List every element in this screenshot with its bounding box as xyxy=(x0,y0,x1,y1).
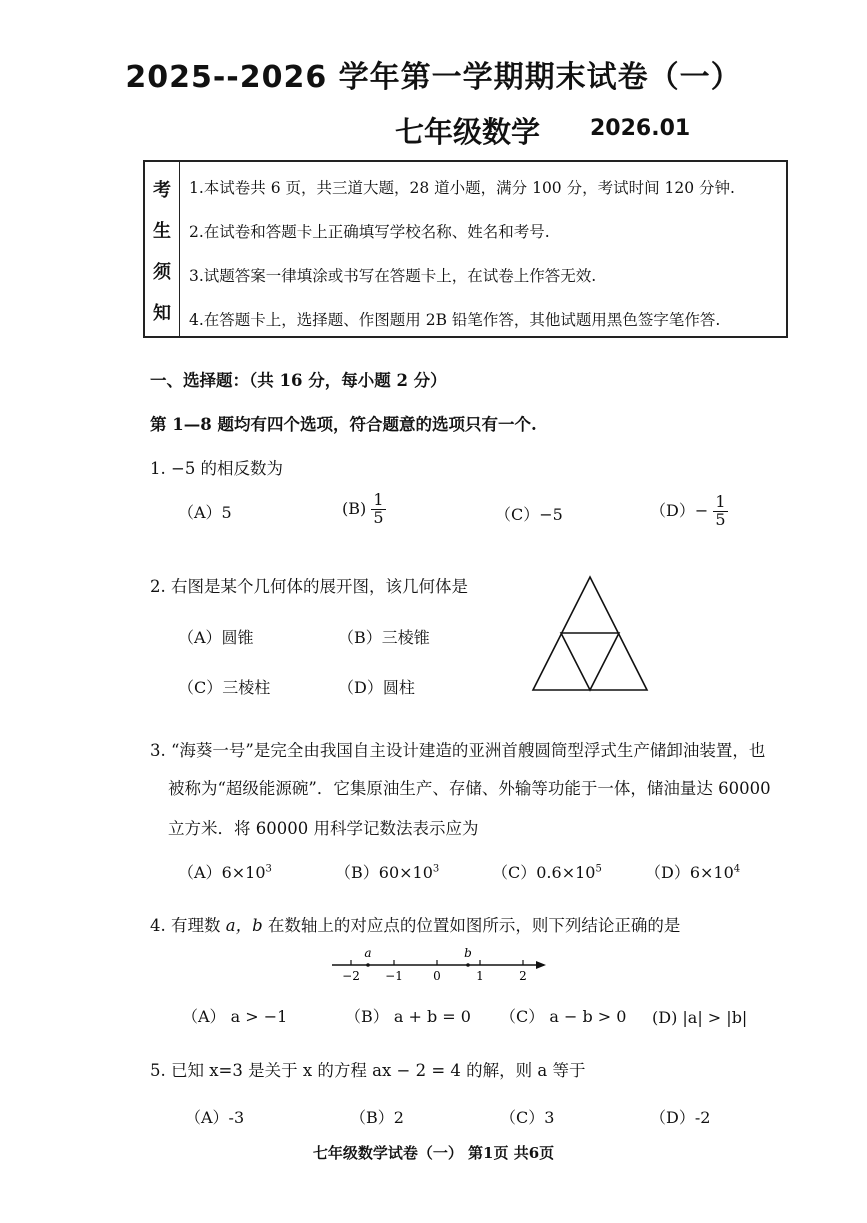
question-3-line: 被称为“超级能源碗”．它集原油生产、存储、外输等功能于一体，储油量达 60000 xyxy=(168,779,771,798)
q1-option-d xyxy=(650,494,728,529)
tick-label: −1 xyxy=(385,969,403,983)
q5-option-d: （D）-2 xyxy=(650,1108,711,1127)
notice-item: 4.在答题卡上，选择题、作图题用 2B 铅笔作答，其他试题用黑色签字笔作答. xyxy=(189,311,721,329)
q1-option-b-fraction xyxy=(371,492,385,527)
tick-label: 0 xyxy=(433,969,441,983)
option-base: 0.6×10 xyxy=(536,863,596,882)
q5-option-a: （A）-3 xyxy=(185,1108,245,1127)
notice-label-char: 考 xyxy=(153,180,171,201)
point-a xyxy=(366,963,370,967)
number-line-figure xyxy=(328,945,552,985)
tick-label: 2 xyxy=(519,969,527,983)
q3-option-b xyxy=(335,860,439,883)
point-b-label: b xyxy=(464,946,472,960)
notice-label xyxy=(145,162,180,336)
option-base: 6×10 xyxy=(689,863,734,882)
q3-option-a xyxy=(178,860,272,883)
question-2-stem: 2. 右图是某个几何体的展开图，该几何体是 xyxy=(150,577,468,596)
q1-option-d-fraction xyxy=(713,494,727,529)
option-exponent: 5 xyxy=(595,863,602,875)
section-instruction: 第 1—8 题均有四个选项，符合题意的选项只有一个. xyxy=(150,415,537,434)
notice-item: 3.试题答案一律填涂或书写在答题卡上，在试卷上作答无效. xyxy=(189,267,597,285)
tick-label: 1 xyxy=(476,969,484,983)
q1-option-d-label: （D）− xyxy=(650,500,709,520)
q4-option-c: （C） a − b > 0 xyxy=(500,1007,627,1026)
option-exponent: 3 xyxy=(265,863,272,875)
denominator: 5 xyxy=(373,507,384,527)
q4-option-a: （A） a > −1 xyxy=(182,1007,288,1026)
q3-option-d xyxy=(645,860,740,883)
point-b xyxy=(466,963,470,967)
q2-option-a: （A）圆锥 xyxy=(178,628,254,647)
q1-option-c: （C）−5 xyxy=(495,505,563,524)
q3-option-c xyxy=(492,860,602,883)
q4-option-b: （B） a + b = 0 xyxy=(345,1007,471,1026)
point-a-label: a xyxy=(364,946,372,960)
q2-option-b: （B）三棱锥 xyxy=(338,628,430,647)
option-label: （C） xyxy=(492,863,537,882)
option-label: （D） xyxy=(645,863,690,882)
q2-option-c: （C）三棱柱 xyxy=(178,678,271,697)
question-4-stem xyxy=(150,912,680,936)
q2-option-d: （D）圆柱 xyxy=(338,678,415,697)
notice-item: 2.在试卷和答题卡上正确填写学校名称、姓名和考号. xyxy=(189,223,550,241)
question-3-line: 立方米．将 60000 用科学记数法表示应为 xyxy=(168,819,479,838)
option-label: （B） xyxy=(335,863,379,882)
arrow-icon xyxy=(536,961,546,969)
notice-box xyxy=(143,160,788,338)
numerator: 1 xyxy=(715,492,726,511)
notice-item: 1.本试卷共 6 页，共三道大题，28 道小题，满分 100 分，考试时间 120 分钟. xyxy=(189,179,735,197)
q1-option-a: （A）5 xyxy=(178,503,232,522)
option-base: 60×10 xyxy=(378,863,433,882)
subject-title: 七年级数学 xyxy=(395,115,541,149)
q5-option-b: （B）2 xyxy=(350,1108,404,1127)
stem-text: 在数轴上的对应点的位置如图所示，则下列结论正确的是 xyxy=(262,916,681,935)
q5-option-c: （C）3 xyxy=(500,1108,555,1127)
denominator: 5 xyxy=(715,509,726,529)
option-exponent: 3 xyxy=(432,863,440,875)
notice-label-char: 知 xyxy=(153,303,171,324)
question-5-stem: 5. 已知 x=3 是关于 x 的方程 ax − 2 = 4 的解，则 a 等于 xyxy=(150,1061,586,1080)
option-base: 6×10 xyxy=(221,863,266,882)
option-label: （A） xyxy=(178,863,222,882)
question-3-line: 3. “海葵一号”是完全由我国自主设计建造的亚洲首艘圆筒型浮式生产储卸油装置，也 xyxy=(150,741,766,760)
section-heading: 一、选择题：（共 16 分，每小题 2 分） xyxy=(150,371,447,390)
option-exponent: 4 xyxy=(733,863,741,875)
q1-option-b-label: (B) xyxy=(342,498,367,518)
tick-label: −2 xyxy=(342,969,360,983)
question-1-stem: 1. −5 的相反数为 xyxy=(150,459,284,478)
q1-option-b xyxy=(342,492,386,527)
numerator: 1 xyxy=(373,490,384,509)
q4-option-d: (D) |a| > |b| xyxy=(652,1008,748,1027)
page-footer: 七年级数学试卷（一） 第1页 共6页 xyxy=(312,1144,555,1162)
stem-variables: a，b xyxy=(225,916,263,935)
stem-text: 4. 有理数 xyxy=(150,916,226,935)
page-title: 2025--2026 学年第一学期期末试卷（一） xyxy=(125,60,742,95)
triangular-net-figure xyxy=(528,572,652,694)
exam-date: 2026.01 xyxy=(590,116,691,141)
notice-label-char: 生 xyxy=(153,221,171,242)
notice-label-char: 须 xyxy=(153,262,171,283)
